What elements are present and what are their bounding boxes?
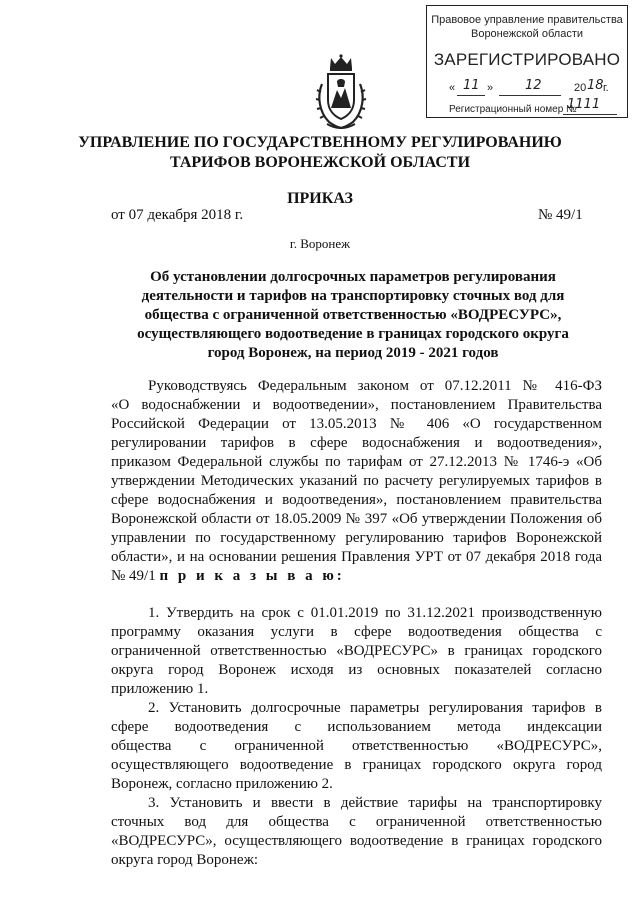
stamp-year-prefix: 20 [574, 82, 587, 94]
stamp-year-label: г. [603, 82, 609, 94]
order-word: п р и к а з ы в а ю: [159, 568, 345, 584]
coat-of-arms-icon [313, 54, 369, 132]
preamble-line: сфере водоснабжения и водоотведения», постановлением правительства [111, 492, 602, 508]
preamble-line [111, 567, 345, 586]
preamble-line: Воронежской области от 18.05.2009 № 397 «Об утверждении Положения об [111, 511, 602, 527]
item-line: общества с ограниченной ответственностью «ВОДРЕСУРС», [111, 738, 602, 754]
preamble-line: управлении по государственному регулированию тарифов Воронежской [111, 530, 602, 546]
preamble-line: области», и на основании решения Правления УРТ от 07 декабря 2018 года [111, 549, 602, 565]
item-line: округа город Воронеж исходя из основных показателей согласно [111, 662, 602, 678]
stamp-reg-label: Регистрационный номер № [449, 104, 577, 115]
preamble-line: «О водоснабжении и водоотведении», постановлением Правительства [111, 397, 602, 413]
item-line: Воронеж, согласно приложению 2. [111, 776, 333, 792]
stamp-reg-number: 1111 [567, 97, 601, 112]
stamp-year-suffix: 18 [587, 78, 604, 93]
stamp-org-line1: Правовое управление правительства [431, 14, 623, 26]
item-line: приложению 1. [111, 681, 209, 697]
subject-line: общества с ограниченной ответственностью «ВОДРЕСУРС», [144, 307, 562, 323]
document-type: ПРИКАЗ [287, 190, 353, 207]
stamp-registered-title: ЗАРЕГИСТРИРОВАНО [433, 50, 621, 69]
item-line: 1. Утвердить на срок с 01.01.2019 по 31.12.2021 производственную [148, 605, 602, 621]
order-number: № 49/1 [538, 207, 583, 223]
preamble-order-number: № 49/1 [111, 568, 156, 584]
subject-line: Об установлении долгосрочных параметров регулирования [150, 269, 556, 285]
preamble-line: Руководствуясь Федеральным законом от 07.12.2011 № 416-ФЗ [148, 378, 602, 394]
preamble-line: Российской Федерации от 13.05.2013 № 406 «О государственном [111, 416, 602, 432]
order-date: от 07 декабря 2018 г. [111, 207, 244, 223]
preamble-line: приказом Федеральной службы по тарифам от 27.12.2013 № 1746-э «Об [111, 454, 602, 470]
preamble-line: регулировании тарифов в сфере водоснабжения и водоотведения», [111, 435, 602, 451]
subject-line: деятельности и тарифов на транспортировку сточных вод для [141, 288, 565, 304]
item-line: осуществляющего водоотведение в границах городского округа город [111, 757, 602, 773]
subject-line: осуществляющего водоотведение в границах городского округа [137, 326, 569, 342]
city: г. Воронеж [289, 236, 351, 251]
item-line: «ВОДРЕСУРС», осуществляющего водоотведение в границах городского [111, 833, 602, 849]
agency-title-line1: УПРАВЛЕНИЕ ПО ГОСУДАРСТВЕННОМУ РЕГУЛИРОВАНИЮ [78, 134, 562, 151]
stamp-date-day: 11 [463, 78, 480, 93]
subject-line: город Воронеж, на период 2019 - 2021 годов [207, 345, 499, 361]
item-line: ограниченной ответственностью «ВОДРЕСУРС» в границах городского [111, 643, 602, 659]
preamble-line: утверждении Методических указаний по расчету регулируемых тарифов в [111, 473, 602, 489]
item-line: 3. Установить и ввести в действие тарифы на транспортировку [148, 795, 602, 811]
stamp-org-line2: Воронежской области [470, 28, 583, 40]
item-line: сфере водоотведения с использованием метода индексации [111, 719, 602, 735]
item-line: сточных вод для общества с ограниченной ответственностью [111, 814, 602, 830]
stamp-date-month: 12 [525, 78, 542, 93]
item-line: округа город Воронеж: [111, 852, 259, 868]
registration-stamp: Правовое управление правительства Воронежской области ЗАРЕГИСТРИРОВАНО « 11 » 12 20 18 г. Регистрационный номер № 1111 [426, 5, 628, 118]
item-line: 2. Установить долгосрочные параметры регулирования тарифов в [148, 700, 602, 716]
item-line: программу оказания услуги в сфере водоотведения общества с [111, 624, 602, 640]
agency-title-line2: ТАРИФОВ ВОРОНЕЖСКОЙ ОБЛАСТИ [169, 154, 471, 171]
